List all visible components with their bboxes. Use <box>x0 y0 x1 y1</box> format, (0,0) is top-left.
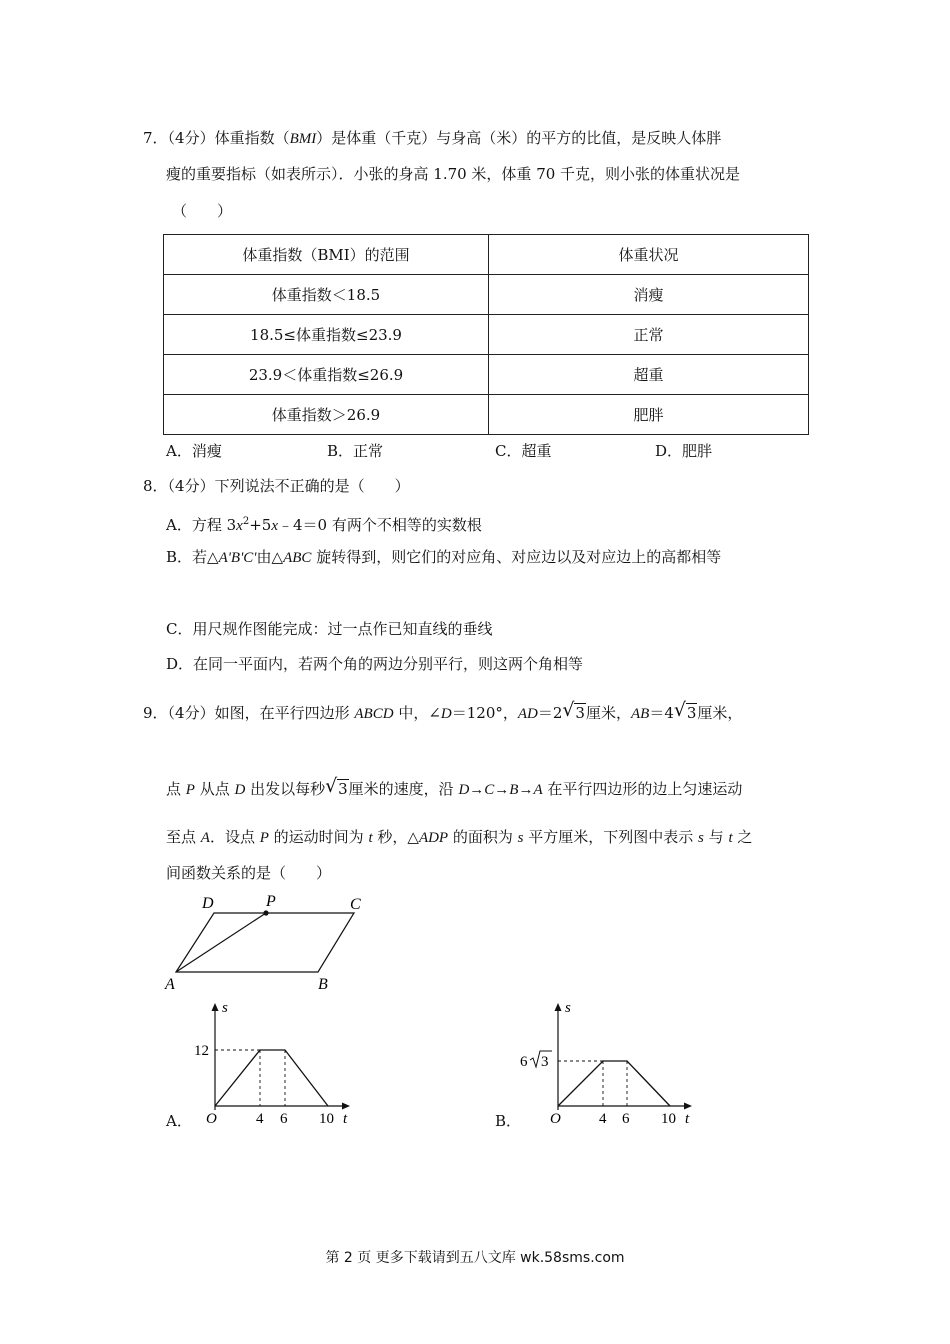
q7-option-b[interactable]: B．正常 <box>327 442 384 460</box>
graph-a[interactable] <box>190 995 370 1130</box>
q9-line1 <box>143 702 742 725</box>
triangle-name: A'B'C' <box>218 550 257 566</box>
table-cell: 超重 <box>489 355 809 395</box>
label-D: D <box>202 895 214 912</box>
var: ABCD <box>354 706 394 722</box>
var: t <box>368 830 373 846</box>
q8-stem-text: 下列说法不正确的是（ ） <box>214 477 410 495</box>
q9-text: 的面积为 <box>448 828 518 846</box>
table-header-row <box>164 235 809 275</box>
var: A <box>200 830 210 846</box>
label-A: A <box>165 976 175 993</box>
q8-b-mid: 由△ <box>256 548 284 566</box>
q8-a-text: A．方程 3 <box>166 516 237 534</box>
var: P <box>185 782 195 798</box>
q7-number: 7． <box>143 129 168 147</box>
q8-option-c[interactable]: C．用尺规作图能完成：过一点作已知直线的垂线 <box>166 620 493 638</box>
q7-line1 <box>143 127 721 150</box>
var: ADP <box>418 830 449 846</box>
bmi-table <box>163 234 809 435</box>
tick-label: 10 <box>661 1111 676 1127</box>
q8-score: （4分） <box>167 477 215 495</box>
table-row <box>164 355 809 395</box>
q8-option-b[interactable] <box>166 546 721 569</box>
origin-label: O <box>550 1111 561 1127</box>
q9-text: 之 <box>732 828 753 846</box>
axis-label-t: t <box>685 1111 690 1127</box>
radicand: 3 <box>575 704 585 722</box>
var: s <box>698 830 704 846</box>
q9-text: 至点 <box>166 828 201 846</box>
var: AB <box>630 706 650 722</box>
parallelogram <box>176 913 354 972</box>
triangle-name: ABC <box>283 550 312 566</box>
y-axis-arrow <box>555 1003 562 1011</box>
table-header-cell: 体重指数（BMI）的范围 <box>164 235 489 275</box>
table-cell: 18.5≤体重指数≤23.9 <box>164 315 489 355</box>
q9-text: ＝4 <box>649 704 674 722</box>
label-C: C <box>350 896 361 913</box>
table-header-cell: 体重状况 <box>489 235 809 275</box>
q9-text: 如图，在平行四边形 <box>214 704 355 722</box>
graph-b[interactable] <box>515 995 710 1130</box>
var: P <box>259 830 269 846</box>
q8-option-d[interactable]: D．在同一平面内，若两个角的两边分别平行，则这两个角相等 <box>166 655 584 673</box>
x-axis-arrow <box>342 1103 350 1110</box>
q9-line4: 间函数关系的是（ ） <box>166 864 332 882</box>
q9-text: 的运动时间为 <box>268 828 369 846</box>
q9-text: 秒，△ <box>372 828 419 846</box>
q7-score: （4分） <box>167 129 215 147</box>
q9-line3 <box>166 826 752 849</box>
q9-text: ＝2 <box>537 704 563 722</box>
y-mark-label: 12 <box>194 1043 209 1059</box>
q8-a-mid: +5 <box>249 516 272 534</box>
q9-text: ．设点 <box>209 828 260 846</box>
q7-bmi: BMI <box>289 131 317 147</box>
x-axis-arrow <box>684 1103 692 1110</box>
y-mark-radicand: 3 <box>541 1054 549 1070</box>
q9-option-a-label[interactable]: A． <box>166 1112 192 1130</box>
q9-text: 从点 <box>194 780 235 798</box>
origin-label: O <box>206 1111 217 1127</box>
q7-text-1: 体重指数（ <box>214 129 290 147</box>
q9-option-b-label[interactable]: B． <box>495 1112 522 1130</box>
path: D→C→B→A <box>458 782 543 798</box>
parallelogram-figure <box>160 890 380 1000</box>
table-cell: 体重指数＜18.5 <box>164 275 489 315</box>
q7-line2: 瘦的重要指标（如表所示）．小张的身高 1.70 米，体重 70 千克，则小张的体重状况是 <box>166 165 741 183</box>
q7-line3: （ ） <box>172 202 233 220</box>
table-row <box>164 315 809 355</box>
q7-option-a[interactable]: A．消瘦 <box>166 442 222 460</box>
q9-text: 厘米的速度，沿 <box>348 780 459 798</box>
axis-label-t: t <box>343 1111 348 1127</box>
tick-label: 6 <box>622 1111 630 1127</box>
var-x: x <box>271 518 278 534</box>
label-B: B <box>318 976 328 993</box>
q8-b-text: B．若△ <box>166 548 219 566</box>
table-cell: 肥胖 <box>489 395 809 435</box>
tick-label: 6 <box>280 1111 288 1127</box>
var: s <box>517 830 524 846</box>
segment-AP <box>176 913 266 972</box>
graph-line <box>558 1061 670 1106</box>
radicand: 3 <box>686 704 697 722</box>
var: D <box>440 706 452 722</box>
tick-label: 10 <box>319 1111 334 1127</box>
graph-line <box>215 1050 328 1106</box>
q8-stem <box>143 475 410 497</box>
var-x: x <box>236 518 243 534</box>
q9-text: 出发以每秒 <box>245 780 326 798</box>
point-P <box>263 910 268 915</box>
q9-score: （4分） <box>167 704 215 722</box>
sqrt-symbol <box>562 702 586 724</box>
table-cell: 正常 <box>489 315 809 355</box>
exponent: 2 <box>242 516 250 527</box>
q9-text: 点 <box>166 780 186 798</box>
table-row <box>164 275 809 315</box>
q9-text: 与 <box>703 828 729 846</box>
sqrt-symbol <box>674 702 698 724</box>
y-mark-coef: 6 <box>520 1054 528 1070</box>
q8-a-post: ﹣4＝0 有两个不相等的实数根 <box>278 516 482 534</box>
tick-label: 4 <box>599 1111 607 1127</box>
var: t <box>728 830 733 846</box>
axis-label-s: s <box>565 1000 571 1016</box>
radicand: 3 <box>338 780 348 798</box>
axis-label-s: s <box>222 1000 228 1016</box>
q9-text: ＝120°， <box>451 704 518 722</box>
q9-text: 在平行四边形的边上匀速运动 <box>542 780 743 798</box>
q7-option-c[interactable]: C．超重 <box>495 442 552 460</box>
label-P: P <box>266 893 276 910</box>
q8-b-post: 旋转得到，则它们的对应角、对应边以及对应边上的高都相等 <box>311 548 722 566</box>
var: D <box>234 782 246 798</box>
q9-line2 <box>166 778 742 801</box>
table-cell: 消瘦 <box>489 275 809 315</box>
q9-number: 9． <box>143 704 168 722</box>
q8-option-a[interactable] <box>166 511 482 537</box>
table-cell: 体重指数＞26.9 <box>164 395 489 435</box>
tick-label: 4 <box>256 1111 264 1127</box>
var: AD <box>517 706 538 722</box>
q8-number: 8． <box>143 477 168 495</box>
q9-text: 中，∠ <box>393 704 441 722</box>
table-row <box>164 395 809 435</box>
y-axis-arrow <box>212 1003 219 1011</box>
table-cell: 23.9＜体重指数≤26.9 <box>164 355 489 395</box>
page-footer: 第 2 页 更多下载请到五八文库 wk.58sms.com <box>325 1250 625 1266</box>
q7-option-d[interactable]: D．肥胖 <box>655 442 713 460</box>
q9-text: 厘米， <box>585 704 631 722</box>
sqrt-symbol <box>325 778 349 800</box>
q7-text-1b: ）是体重（千克）与身高（米）的平方的比值，是反映人体胖 <box>316 129 722 147</box>
q9-text: 平方厘米，下列图中表示 <box>523 828 699 846</box>
q9-text: 厘米， <box>697 704 743 722</box>
